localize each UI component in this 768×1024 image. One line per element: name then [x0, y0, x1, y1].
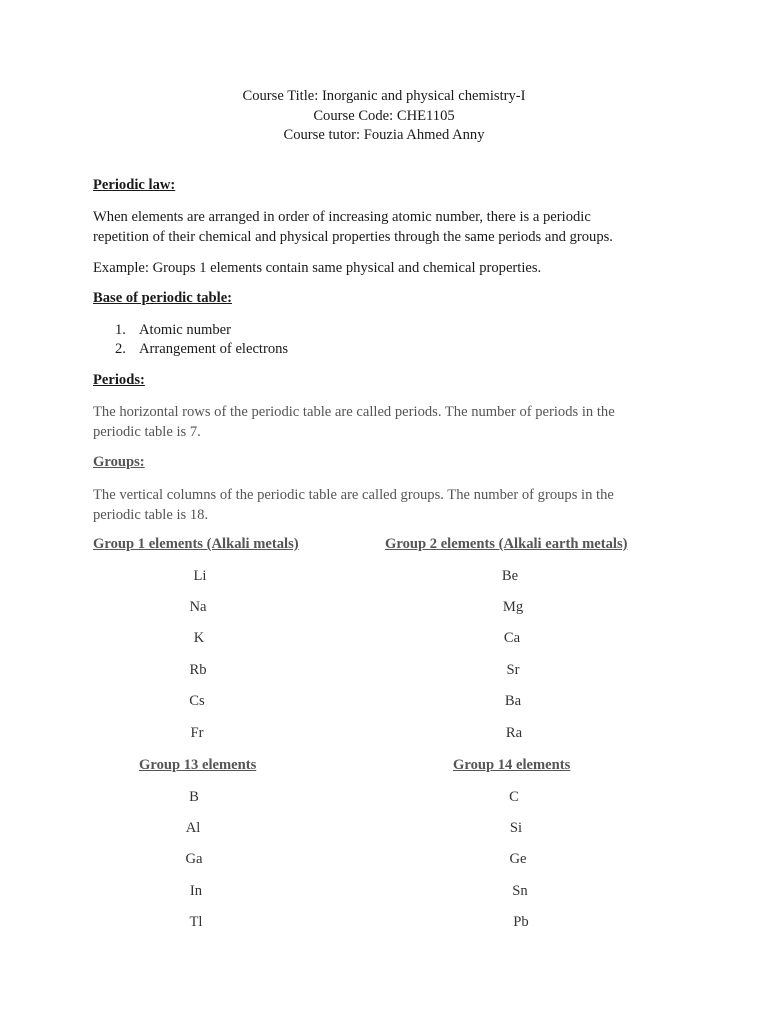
- groups-line-2: periodic table is 18.: [93, 507, 209, 523]
- element-symbol: Ba: [504, 693, 522, 709]
- periodic-law-heading: Periodic law:: [93, 177, 176, 193]
- element-symbol: C: [509, 789, 519, 805]
- course-tutor: Course tutor: Fouzia Ahmed Anny: [283, 127, 485, 143]
- element-symbol: Al: [185, 820, 201, 836]
- element-symbol: Mg: [502, 599, 524, 615]
- groups-heading: Groups:: [93, 454, 145, 470]
- periods-line-1: The horizontal rows of the periodic table are called periods. The number of periods in the: [93, 404, 615, 420]
- group13-heading: Group 13 elements: [139, 757, 257, 773]
- element-symbol: Fr: [190, 725, 204, 741]
- list-item: [115, 340, 288, 359]
- element-symbol: Si: [509, 820, 523, 836]
- element-symbol: Pb: [513, 914, 529, 930]
- periods-line-2: periodic table is 7.: [93, 424, 201, 440]
- list-item: [115, 321, 231, 340]
- groups-line-1: The vertical columns of the periodic table are called groups. The number of groups in the: [93, 487, 614, 503]
- course-title: Course Title: Inorganic and physical chemistry-I: [242, 88, 526, 104]
- element-symbol: Be: [501, 568, 519, 584]
- element-symbol: Na: [189, 599, 207, 615]
- periodic-law-line-2: repetition of their chemical and physical properties through the same periods and groups.: [93, 229, 613, 245]
- element-symbol: Sn: [512, 883, 528, 899]
- list-text: Arrangement of electrons: [139, 341, 289, 357]
- element-symbol: Ca: [503, 630, 521, 646]
- periods-heading: Periods:: [93, 372, 145, 388]
- group14-heading: Group 14 elements: [453, 757, 571, 773]
- course-code: Course Code: CHE1105: [313, 108, 455, 124]
- list-number: 2.: [115, 341, 126, 357]
- base-heading: Base of periodic table:: [93, 290, 233, 306]
- element-symbol: In: [189, 883, 203, 899]
- list-number: 1.: [115, 322, 126, 338]
- periodic-law-example: Example: Groups 1 elements contain same physical and chemical properties.: [93, 260, 542, 276]
- element-symbol: K: [193, 630, 205, 646]
- group2-heading: Group 2 elements (Alkali earth metals): [385, 536, 628, 552]
- element-symbol: Ra: [505, 725, 523, 741]
- periodic-law-line-1: When elements are arranged in order of increasing atomic number, there is a periodic: [93, 209, 591, 225]
- element-symbol: B: [189, 789, 199, 805]
- group1-heading: Group 1 elements (Alkali metals): [93, 536, 299, 552]
- element-symbol: Ge: [509, 851, 527, 867]
- list-text: Atomic number: [139, 322, 232, 338]
- element-symbol: Rb: [189, 662, 207, 678]
- element-symbol: Tl: [189, 914, 203, 930]
- element-symbol: Cs: [189, 693, 205, 709]
- element-symbol: Li: [193, 568, 207, 584]
- element-symbol: Sr: [506, 662, 520, 678]
- element-symbol: Ga: [185, 851, 203, 867]
